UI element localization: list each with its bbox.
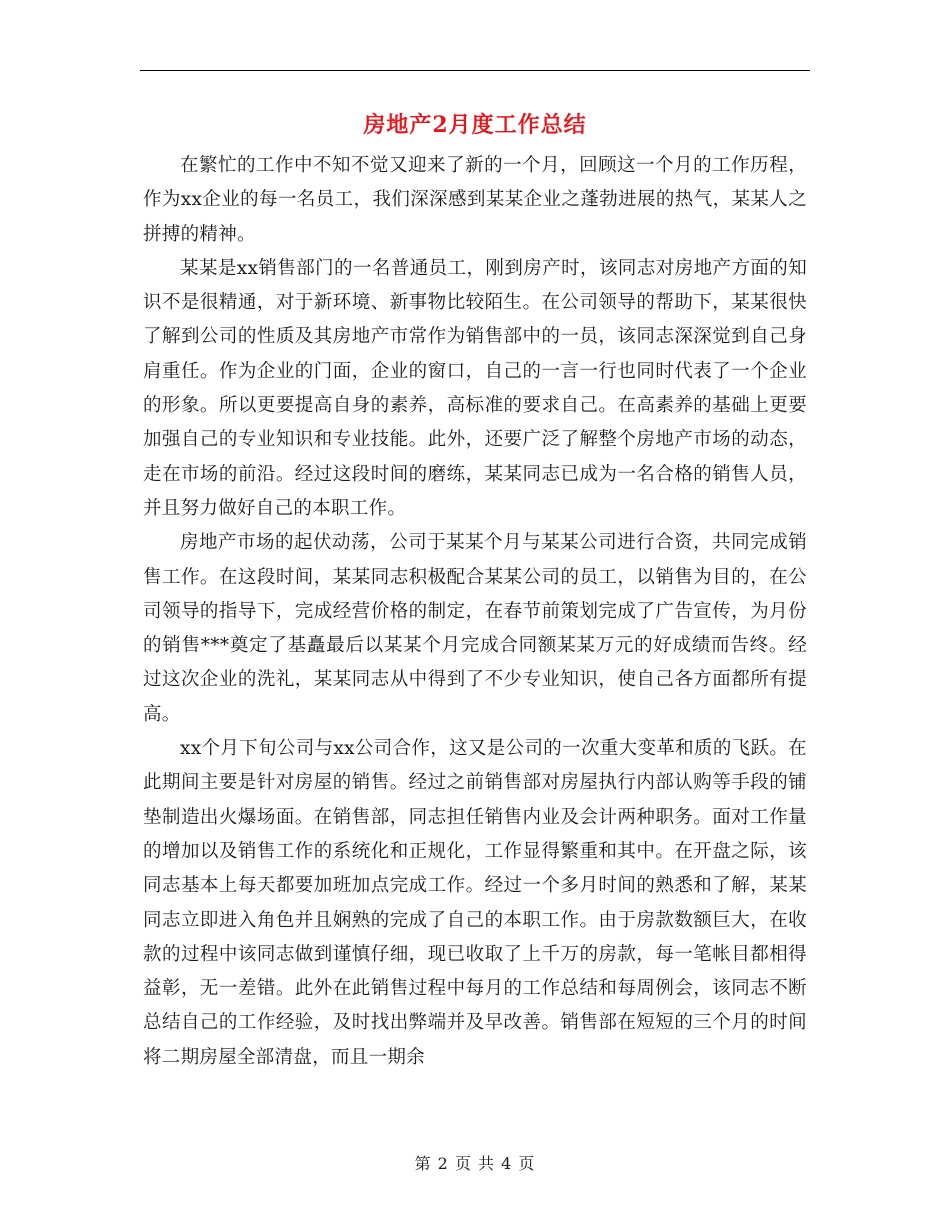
document-body — [143, 149, 807, 1075]
paragraph-3: 房地产市场的起伏动荡，公司于某某个月与某某公司进行合资，共同完成销售工作。在这段时间，某某同志积极配合某某公司的员工，以销售为目的，在公司领导的指导下，完成经营价格的制定，在春节前策划完成了广告宣传，为月份的销售***奠定了基矗最后以某某个月完成合同额某某万元的好成绩而告终。经过这次企业的洗礼，某某同志从中得到了不少专业知识，使自己各方面都所有提高。 — [143, 532, 807, 725]
paragraph-2: 某某是xx销售部门的一名普通员工，刚到房产时，该同志对房地产方面的知识不是很精通，对于新环境、新事物比较陌生。在公司领导的帮助下，某某很快了解到公司的性质及其房地产市常作为销售部中的一员，该同志深深觉到自己身肩重任。作为企业的门面，企业的窗口，自己的一言一行也同时代表了一个企业的形象。所以更要提高自身的素养，高标准的要求自己。在高素养的基础上更要加强自己的专业知识和专业技能。此外，还要广泛了解整个房地产市场的动态，走在市场的前沿。经过这段时间的磨练，某某同志已成为一名合格的销售人员，并且努力做好自己的本职工作。 — [143, 257, 807, 519]
document-title: 房地产2月度工作总结 — [363, 112, 587, 138]
paragraph-1: 在繁忙的工作中不知不觉又迎来了新的一个月，回顾这一个月的工作历程，作为xx企业的每一名员工，我们深深感到某某企业之蓬勃进展的热气，某某人之拼搏的精神。 — [143, 155, 807, 245]
paragraph-4: xx个月下旬公司与xx公司合作，这又是公司的一次重大变革和质的飞跃。在此期间主要是针对房屋的销售。经过之前销售部对房屋执行内部认购等手段的铺垫制造出火爆场面。在销售部，同志担任销售内业及会计两种职务。面对工作量的增加以及销售工作的系统化和正规化，工作显得繁重和其中。在开盘之际，该同志基本上每天都要加班加点完成工作。经过一个多月时间的熟悉和了解，某某同志立即进入角色并且娴熟的完成了自己的本职工作。由于房款数额巨大，在收款的过程中该同志做到谨慎仔细，现已收取了上千万的房款，每一笔帐目都相得益彰，无一差错。此外在此销售过程中每月的工作总结和每周例会，该同志不断总结自己的工作经验，及时找出弊端并及早改善。销售部在短短的三个月的时间将二期房屋全部清盘，而且一期余 — [143, 738, 807, 1068]
header-rule — [140, 70, 810, 71]
page-footer: 第 2 页 共 4 页 — [414, 1154, 536, 1173]
